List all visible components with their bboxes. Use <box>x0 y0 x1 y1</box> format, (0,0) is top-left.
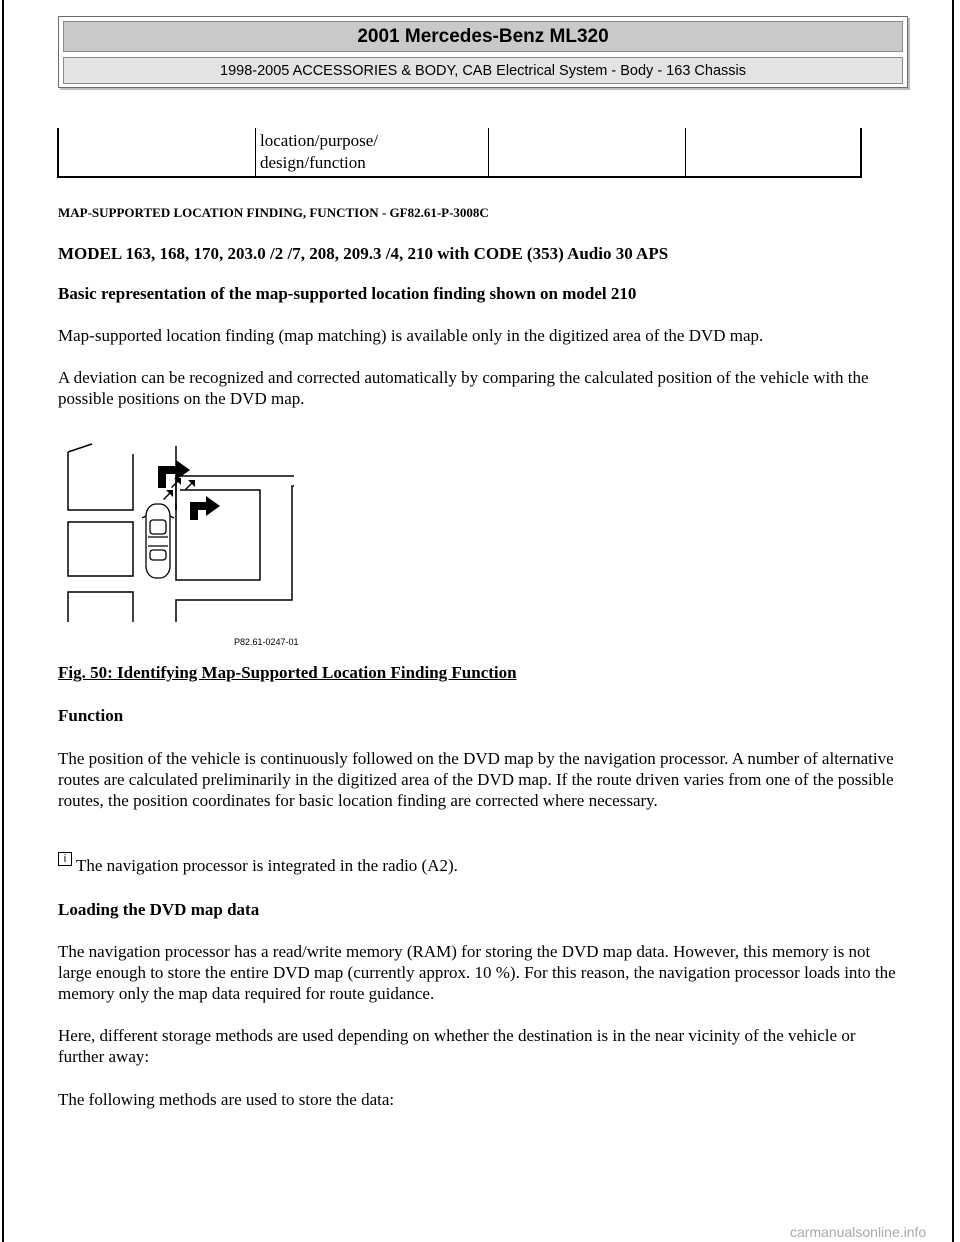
table-cell <box>489 128 686 177</box>
city-block <box>176 490 260 580</box>
paragraph-deviation: A deviation can be recognized and corrected automatically by comparing the calculated position of the vehicle with the possible positions on the DVD map. <box>58 368 869 408</box>
table-cell <box>686 128 862 177</box>
model-line: MODEL 163, 168, 170, 203.0 /2 /7, 208, 209.3 /4, 210 with CODE (353) Audio 30 APS <box>58 244 669 263</box>
paragraph-loading: The navigation processor has a read/write memory (RAM) for storing the DVD map data. However, this memory is not large enough to store the entire DVD map (currently approx. 10 %). For this reason, the navigation processor loads into the memory only the map data required for route guidance. <box>58 942 896 1003</box>
arrow-right-icon <box>158 460 190 488</box>
note-text: The navigation processor is integrated in the radio (A2). <box>76 856 458 875</box>
loading-heading: Loading the DVD map data <box>58 900 260 919</box>
arrow-right-icon <box>190 496 220 520</box>
paragraph-map-matching: Map-supported location finding (map matching) is available only in the digitized area of the DVD map. <box>58 326 764 345</box>
car-icon <box>142 504 174 578</box>
city-block <box>68 522 133 576</box>
road-edge <box>68 444 92 452</box>
small-arrow-icon <box>185 480 195 490</box>
note-icon: i <box>58 852 72 866</box>
section-heading: MAP-SUPPORTED LOCATION FINDING, FUNCTION - GF82.61-P-3008C <box>58 205 489 220</box>
city-block <box>68 452 133 510</box>
small-arrow-icon <box>163 490 173 500</box>
paragraph-storage-methods: Here, different storage methods are used depending on whether the destination is in the near vicinity of the vehicle or further away: <box>58 1026 856 1066</box>
page-header <box>58 16 908 88</box>
table-cell: location/purpose/ design/function <box>256 128 489 177</box>
map-matching-figure <box>60 440 320 655</box>
table-cell <box>58 128 256 177</box>
figure-id-label: P82.61-0247-01 <box>234 637 299 647</box>
figure-caption: Fig. 50: Identifying Map-Supported Location Finding Function <box>58 663 517 682</box>
paragraph-following-methods: The following methods are used to store the data: <box>58 1090 395 1109</box>
basic-representation-heading: Basic representation of the map-supported location finding shown on model 210 <box>58 284 637 303</box>
map-diagram <box>60 440 320 655</box>
watermark: carmanualsonline.info <box>790 1224 927 1240</box>
city-block <box>68 592 133 622</box>
header-title: 2001 Mercedes-Benz ML320 <box>63 21 903 52</box>
header-subtitle: 1998-2005 ACCESSORIES & BODY, CAB Electrical System - Body - 163 Chassis <box>63 57 903 84</box>
function-heading: Function <box>58 706 124 725</box>
location-table <box>57 128 862 178</box>
table-row <box>58 128 861 177</box>
paragraph-function: The position of the vehicle is continuously followed on the DVD map by the navigation processor. A number of alternative routes are calculated preliminarily in the digitized area of the DVD map. If the route driven varies from one of the possible routes, the position coordinates for basic location finding are corrected where necessary. <box>58 749 894 810</box>
